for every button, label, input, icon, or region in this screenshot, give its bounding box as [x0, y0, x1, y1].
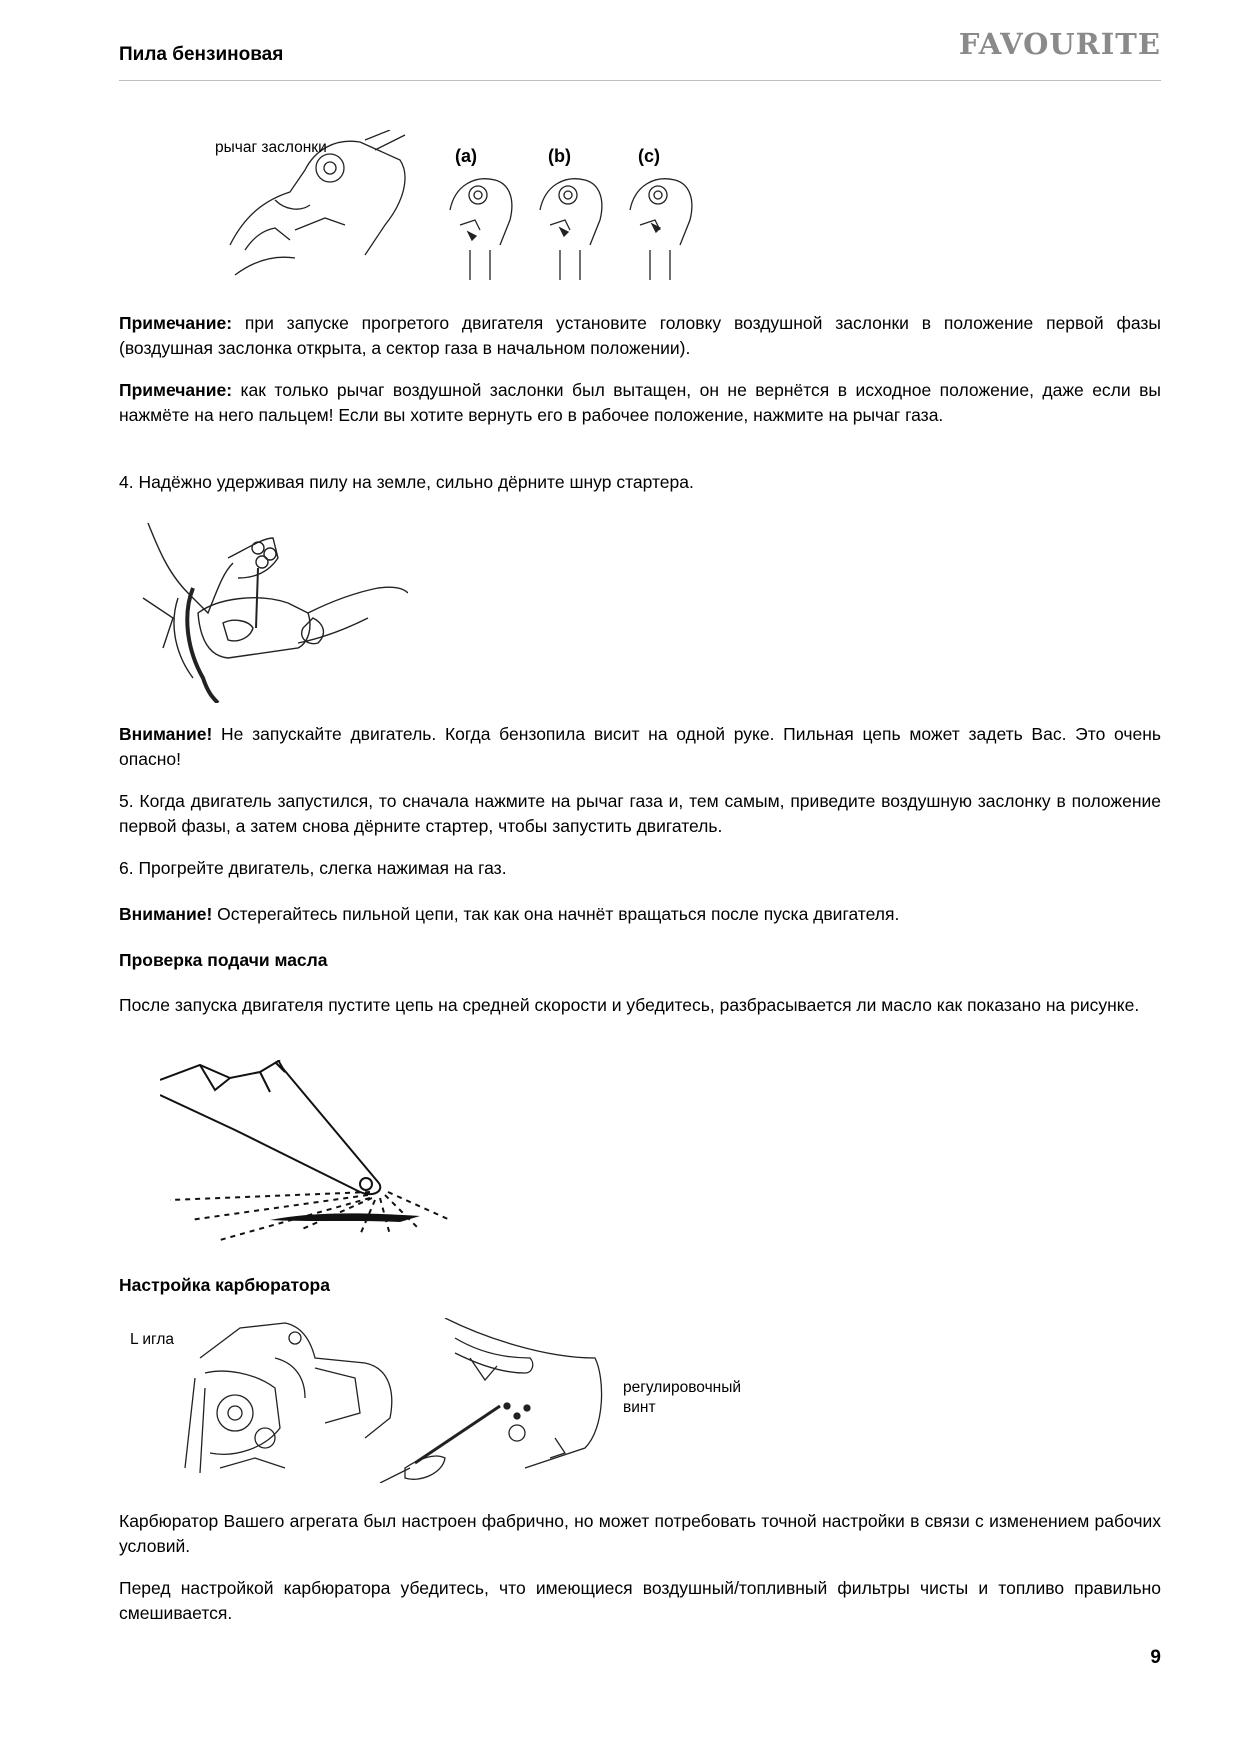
carb-adjust-drawing	[125, 1318, 775, 1483]
step-5: 5. Когда двигатель запустился, то сначала нажмите на рычаг газа и, тем самым, приведите воздушную заслонку в положение первой фазы, а затем снова дёрните стартер, чтобы запустить двигатель.	[119, 791, 1161, 836]
step-6: 6. Прогрейте двигатель, слегка нажимая на газ.	[119, 858, 507, 878]
warning-one-hand	[119, 722, 1161, 772]
note-warm-start-lead: Примечание:	[119, 313, 233, 333]
oil-spray-figure	[160, 1060, 460, 1245]
oil-check-heading: Проверка подачи масла	[119, 950, 328, 970]
warning-chain-text: Остерегайтесь пильной цепи, так как она начнёт вращаться после пуска двигателя.	[212, 904, 900, 924]
position-b-label: (b)	[548, 146, 571, 166]
needle-label: L игла	[130, 1331, 174, 1348]
warning-one-hand-lead: Внимание!	[119, 724, 213, 744]
page-number: 9	[1150, 1647, 1161, 1668]
starter-pull-drawing	[138, 518, 408, 703]
carb-heading: Настройка карбюратора	[119, 1275, 330, 1295]
note-choke-lever-lead: Примечание:	[119, 380, 233, 400]
note-warm-start	[119, 311, 1161, 361]
carb-text-2: Перед настройкой карбюратора убедитесь, что имеющиеся воздушный/топливный фильтры чисты и топливо правильно смешивается.	[119, 1578, 1161, 1623]
warning-chain	[119, 902, 1161, 927]
choke-lever-figure	[215, 130, 705, 280]
oil-check-text: После запуска двигателя пустите цепь на средней скорости и убедитесь, разбрасывается ли масло как показано на рисунке.	[119, 995, 1140, 1015]
oil-spray-drawing	[160, 1060, 460, 1245]
position-a-label: (a)	[455, 146, 477, 166]
starter-pull-figure	[138, 518, 408, 703]
screw-label-line1: регулировочный	[623, 1379, 742, 1396]
warning-chain-lead: Внимание!	[119, 904, 213, 924]
step-4: 4. Надёжно удерживая пилу на земле, сильно дёрните шнур стартера.	[119, 472, 694, 492]
carb-text-1: Карбюратор Вашего агрегата был настроен фабрично, но может потребовать точной настройки в связи с изменением рабочих условий.	[119, 1511, 1161, 1556]
note-choke-lever	[119, 378, 1161, 428]
warning-one-hand-text: Не запускайте двигатель. Когда бензопила висит на одной руке. Пильная цепь может задеть Вас. Это очень опасно!	[119, 724, 1161, 769]
position-c-label: (c)	[638, 146, 660, 166]
choke-lever-label: рычаг заслонки	[215, 139, 327, 156]
screw-label-line2: винт	[623, 1399, 656, 1416]
header-divider	[119, 80, 1161, 81]
carb-adjust-figure	[125, 1318, 775, 1483]
header-title: Пила бензиновая	[119, 44, 284, 65]
note-choke-lever-text: как только рычаг воздушной заслонки был вытащен, он не вернётся в исходное положение, даже если вы нажмёте на него пальцем! Если вы хотите вернуть его в рабочее положение, нажмите на рычаг газа.	[119, 380, 1161, 425]
note-warm-start-text: при запуске прогретого двигателя установите головку воздушной заслонки в положение первой фазы (воздушная заслонка открыта, а сектор газа в начальном положении).	[119, 313, 1161, 358]
brand-logo: FAVOURITE	[958, 27, 1161, 61]
